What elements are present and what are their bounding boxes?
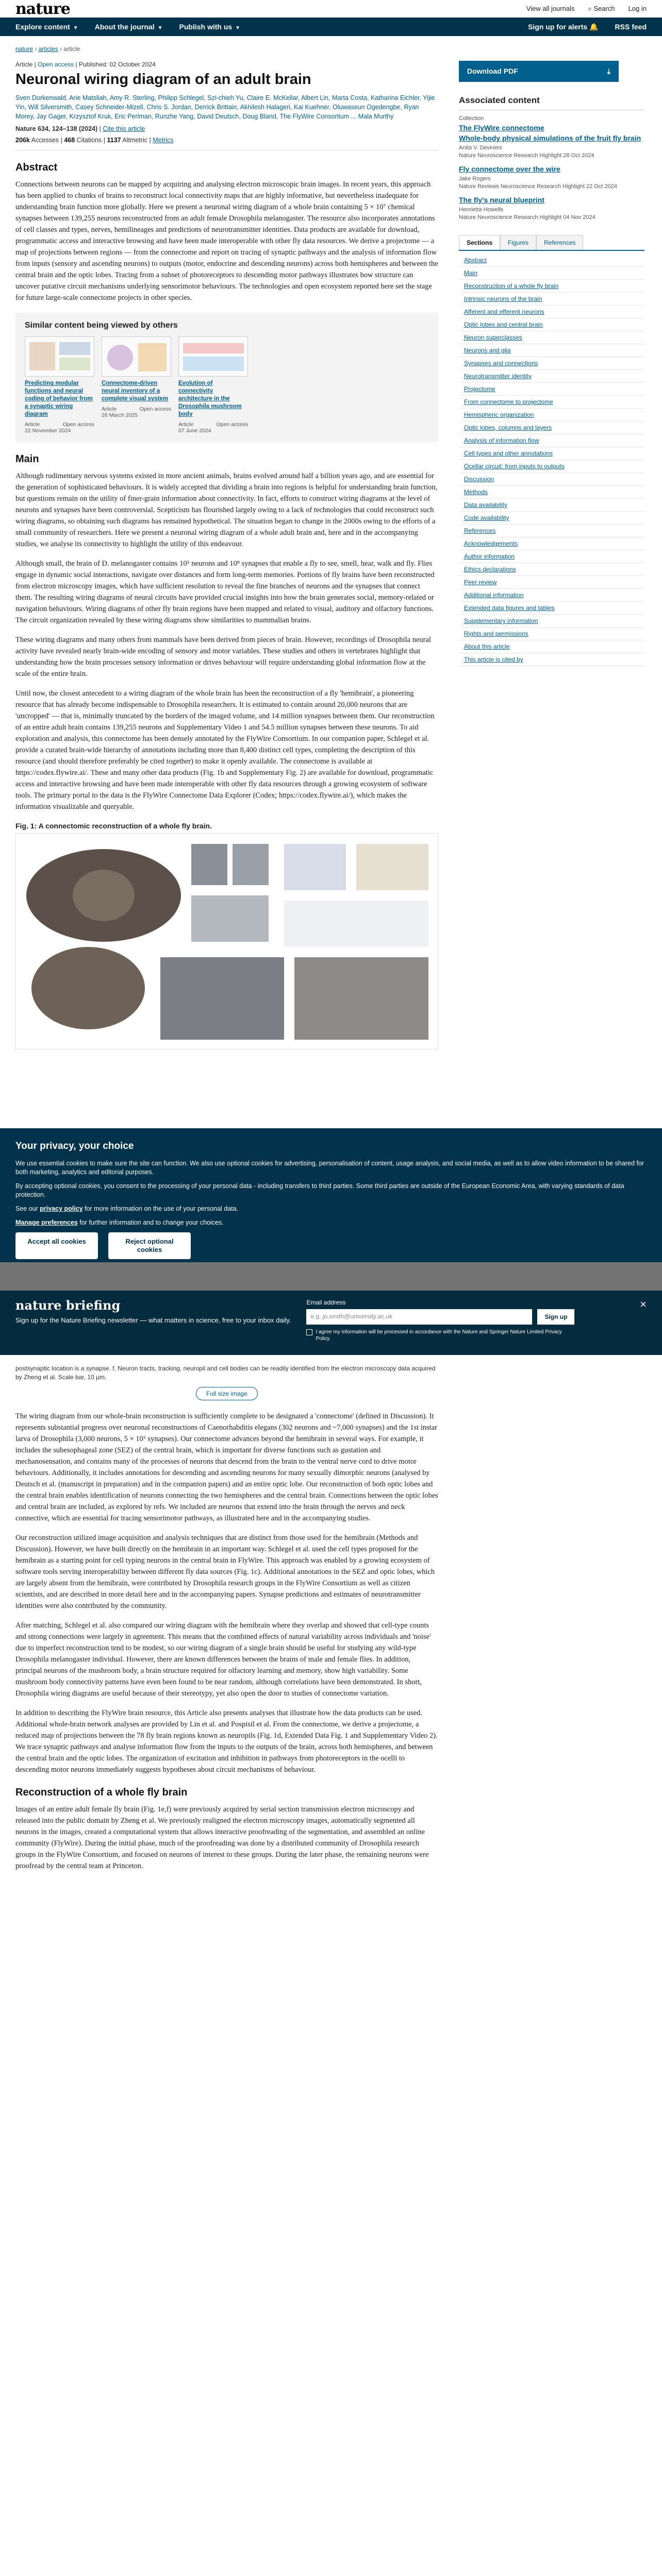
paragraph: Images of an entire adult female fly brain (Fig. 1e,f) were previously acquired by serial section transmission electron microscopy and released into the public domain by Zheng et al. We previously realigned the electron microscopy images, automatically segmented all neurons in the images, created a computational system that allows interactive proofreading of the segmentation, and assembled an online community (FlyWire). During the initial phase, much of the proofreading was done by a distributed community of Drosophila research groups in the FlyWire Consortium, and focused on neurons of interest to these groups. During the later phase, the remaining neurons were proofread by the central team at Princeton.	[15, 1805, 429, 1870]
similar-thumbnail	[178, 336, 248, 377]
toc-item[interactable]: References	[459, 524, 644, 537]
abstract-heading: Abstract	[15, 162, 58, 173]
explore-content-menu[interactable]: Explore content ▼	[15, 23, 78, 31]
accept-cookies-button[interactable]: Accept all cookies	[15, 1232, 98, 1259]
breadcrumb: nature › articles › article	[15, 45, 80, 53]
toc-item[interactable]: Rights and permissions	[459, 628, 644, 640]
collection-link[interactable]: The FlyWire connectome	[459, 124, 544, 132]
toc-item[interactable]: Code availability	[459, 512, 644, 524]
table-of-contents	[459, 254, 644, 666]
sidebar	[459, 58, 644, 1059]
paragraph: After matching, Schlegel et al. also compared our wiring diagram with the hemibrain where they overlap and showed that cell-type counts and strong connections were largely in agreement. This means that the combined effects of natural variability across individuals and 'noise' due to imperfect reconstruction tend to be modest, so our wiring diagram of a single brain should be useful for studying any wild-type Drosophila melanogaster individual. However, there are known differences between the brains of male and female flies. In addition, principal neurons of the mushroom body, a brain structure required for olfactory learning and memory, show high variability. Some mushroom body connectivity patterns have even been found to be near random, although correlations have been demonstrated. In short, Drosophila wiring diagrams are useful because of their stereotypy, yet also open the door to studies of connectome variation.	[15, 1621, 431, 1698]
toc-item[interactable]: Methods	[459, 486, 644, 499]
toc-item[interactable]: This article is cited by	[459, 653, 644, 666]
metrics-link[interactable]: Metrics	[153, 137, 174, 144]
reject-cookies-button[interactable]: Reject optional cookies	[108, 1232, 191, 1259]
email-input[interactable]: e.g. jo.smith@university.ac.uk	[306, 1309, 532, 1325]
cookie-heading: Your privacy, your choice	[15, 1141, 134, 1151]
toc-item[interactable]: Ethics declarations	[459, 563, 644, 576]
article-meta: Article | Open access | Published: 02 October 2024	[15, 61, 156, 68]
manage-preferences-link[interactable]: Manage preferences	[15, 1219, 78, 1226]
assoc-item-link[interactable]: Whole-body physical simulations of the fruit fly brain	[459, 134, 641, 142]
rss-link[interactable]: RSS feed	[615, 23, 647, 31]
similar-card[interactable]: Connectome-driven neural inventory of a complete visual system Article Open access 26 March 2025	[102, 336, 171, 434]
toc-item[interactable]: Discussion	[459, 473, 644, 486]
overlay-shade	[0, 1262, 662, 1291]
sidebar-tabs	[459, 235, 644, 251]
toc-item[interactable]: Hemispheric organization	[459, 409, 644, 421]
main-heading: Main	[15, 453, 39, 465]
briefing-logo: nature briefing	[15, 1298, 121, 1313]
download-icon: ⤓	[607, 67, 610, 75]
tab-sections[interactable]: Sections	[459, 235, 500, 250]
privacy-policy-link[interactable]: privacy policy	[40, 1205, 83, 1212]
associated-content: Associated content Collection The FlyWire connectome Whole-body physical simulations of the fruit fly brain Anita V. Devineni Nature Neuroscience Research Highlight 28 Oct 2024 Fly connectome over the wire Jake Rogers Nature Reviews Neuroscience Research Highlight 22 Oct 2024 The fly's neural blueprint Henrietta Howells Nature Neuroscience Research Highlight 04 Nov 2024	[459, 95, 644, 222]
cite-link[interactable]: Cite this article	[103, 125, 145, 132]
toc-item[interactable]: Peer review	[459, 576, 644, 589]
toc-item[interactable]: Neurotransmitter identity	[459, 370, 644, 383]
signup-alerts-link[interactable]: Sign up for alerts 🔔	[528, 22, 599, 31]
open-access-link[interactable]: Open access	[38, 61, 74, 68]
reconstruction-heading: Reconstruction of a whole fly brain	[15, 1787, 188, 1798]
toc-item[interactable]: Author information	[459, 550, 644, 563]
similar-card[interactable]: Predicting modular functions and neural coding of behavior from a synaptic wiring diagram Article Open access 22 November 2024	[25, 336, 94, 434]
consent-checkbox[interactable]	[306, 1329, 312, 1335]
search-icon: ⌕	[588, 5, 594, 12]
toc-item[interactable]: Ocellar circuit: from inputs to outputs	[459, 460, 644, 473]
figure-image[interactable]	[15, 833, 438, 1049]
top-bar	[0, 0, 662, 18]
toc-item[interactable]: Reconstruction of a whole fly brain	[459, 280, 644, 293]
download-pdf-button[interactable]: Download PDF ⤓	[459, 61, 619, 82]
similar-thumbnail	[25, 336, 94, 377]
similar-card[interactable]: Evolution of connectivity architecture in the Drosophila mushroom body Article Open access 07 June 2024	[178, 336, 248, 434]
tab-figures[interactable]: Figures	[500, 235, 536, 250]
similar-thumbnail	[102, 336, 171, 377]
main-nav	[0, 18, 662, 36]
abstract-text: Connections between neurons can be mapped by acquiring and analysing electron microscopic brain images. In recent years, this approach has been applied to chunks of brains to reconstruct local connectivity maps that are highly informative, but nevertheless inadequate for understanding brain function more globally. Here we present a neuronal wiring diagram of a whole brain containing 5 × 10⁷ chemical synapses between 139,255 neurons reconstructed from an adult female Drosophila melanogaster. The resource also incorporates annotations of cell classes and types, nerves, hemilineages and predictions of neurotransmitter identities. Data products are available for download, programmatic access and interactive browsing and have been made interoperable with other fly data resources. We derive a projectome — a map of projections between regions — from the connectome and report on tracing of synaptic pathways and the analysis of information flow from inputs (sensory and ascending neurons) to outputs (motor, endocrine and descending neurons) across both hemispheres and between the central brain and the optic lobes. Tracing from a subset of photoreceptors to descending motor pathways illustrates how structure can uncover putative circuit mechanisms underlying sensorimotor behaviours. The technologies and open ecosystem reported here set the stage for future large-scale connectome projects in other species.	[15, 180, 438, 302]
tab-references[interactable]: References	[536, 235, 583, 250]
assoc-item-link[interactable]: The fly's neural blueprint	[459, 196, 544, 204]
briefing-signup-button[interactable]: Sign up	[537, 1309, 574, 1325]
toc-item[interactable]: Supplementary information	[459, 615, 644, 628]
about-journal-menu[interactable]: About the journal ▼	[94, 23, 163, 31]
breadcrumb-home[interactable]: nature	[15, 45, 34, 53]
toc-item[interactable]: Synapses and connections	[459, 357, 644, 370]
breadcrumb-current: article	[63, 45, 80, 53]
paragraph: These wiring diagrams and many others from mammals have been derived from pieces of brain. However, recordings of Drosophila neural activity have revealed nearly brain-wide encoding of sensory and motor variables. These studies and others in vertebrates highlight that understanding how the brain processes sensory information or drives behaviour will require understanding global information flow at the scale of the entire brain.	[15, 636, 431, 678]
search-link[interactable]: ⌕ Search	[588, 5, 615, 12]
chevron-down-icon: ▼	[157, 25, 163, 31]
journal-citation: Nature 634, 124–138 (2024) | Cite this article	[15, 125, 145, 132]
similar-heading: Similar content being viewed by others	[25, 321, 178, 330]
toc-item[interactable]: Optic lobes, columns and layers	[459, 421, 644, 434]
toc-item[interactable]: Intrinsic neurons of the brain	[459, 293, 644, 306]
article-continued	[15, 1360, 438, 1880]
toc-item[interactable]: Optic lobes and central brain	[459, 318, 644, 331]
toc-item[interactable]: Projectome	[459, 383, 644, 396]
article-main	[15, 58, 438, 1059]
toc-item[interactable]: From connectome to projectome	[459, 396, 644, 409]
article-title: Neuronal wiring diagram of an adult brain	[15, 71, 311, 88]
publish-menu[interactable]: Publish with us ▼	[179, 23, 241, 31]
full-size-image-button[interactable]: Full size image	[196, 1387, 258, 1400]
view-all-journals-link[interactable]: View all journals	[526, 5, 575, 12]
figure-title: Fig. 1: A connectomic reconstruction of a whole fly brain.	[15, 822, 212, 830]
toc-item[interactable]: Afferent and efferent neurons	[459, 306, 644, 318]
paragraph: Our reconstruction utilized image acquisition and analysis techniques that are distinct from those used for the hemibrain (Methods and Discussion). However, we have built directly on the hemibrain in an important way. Schlegel et al. used the cell types proposed for the hemibrain as a starting point for cell typing neurons in the central brain in FlyWire. This approach was enabled by a growing ecosystem of software tools serving interoperability between different fly data sources (Fig. 1c). Additional annotations in the SEZ and optic lobes, which are largely absent from the hemibrain, were contributed by Drosophila research groups in the FlyWire Consortium as well as citizen scientists, and are described in more detail here and in the accompanying papers. Synapse predictions and estimates of neurotransmitter identities were also contributed by the community.	[15, 1534, 435, 1610]
breadcrumb-articles[interactable]: articles	[38, 45, 58, 53]
chevron-down-icon: ▼	[73, 25, 78, 31]
toc-item[interactable]: Neurons and glia	[459, 344, 644, 357]
toc-item[interactable]: About this article	[459, 640, 644, 653]
close-icon[interactable]: ×	[640, 1298, 647, 1311]
toc-item[interactable]: Analysis of information flow	[459, 434, 644, 447]
briefing-banner: nature briefing Sign up for the Nature Briefing newsletter — what matters in science, free to your inbox daily. Email address e.g. jo.smith@university.ac.uk Sign up I agree my information will be processed in accordance with the Nature and Springer Nature Limited Privacy Policy. ×	[0, 1291, 662, 1355]
paragraph: Until now, the closest antecedent to a wiring diagram of the whole brain has been the reconstruction of a fly 'hemibrain', a pioneering resource that has already become indispensable to Drosophila researchers. It is estimated to contain around 20,000 neurons that are 'uncropped' — that is, minimally truncated by the borders of the imaged volume, and 14 million synapses between them. Our reconstruction of an entire adult brain contains 139,255 neurons and Supplementary Video 1 and 54.5 million synapses between these neurons. To aid exploration and analysis, this connectome has been densely annotated by the FlyWire Consortium. In our companion paper, Schlegel et al. provide a curated brain-wide hierarchy of annotations including more than 8,400 distinct cell types, completing the description of this resource (and should therefore preferably be cited together) to make it openly available. The connectome is available at https://codex.flywire.ai/. These and many other data products (Fig. 1b and Supplementary Fig. 2) are available for download, programmatic access and interactive browsing and have been made interoperable with other fly data resources through a growing ecosystem of software tools. The primary portal to the data is the FlyWire Connectome Data Explorer (Codex; https://codex.flywire.ai/), which makes the information visualizable and queryable.	[15, 689, 435, 811]
nature-logo[interactable]: nature	[15, 0, 70, 18]
login-link[interactable]: Log in	[628, 5, 647, 12]
bell-icon: 🔔	[589, 22, 599, 31]
toc-item[interactable]: Abstract	[459, 254, 644, 267]
article-metrics: 206k Accesses | 468 Citations | 1137 Altmetric | Metrics	[15, 137, 438, 150]
assoc-item-link[interactable]: Fly connectome over the wire	[459, 165, 560, 173]
figure-1	[15, 822, 438, 1049]
toc-item[interactable]: Acknowledgements	[459, 537, 644, 550]
toc-item[interactable]: Extended data figures and tables	[459, 602, 644, 615]
similar-content	[15, 313, 438, 442]
paragraph: Although rudimentary nervous systems existed in more ancient animals, brains evolved around half a billion years ago, and are essential for the generation of sophisticated behaviours. It is widely accepted that dividing a brain into regions is helpful for understanding brain function, but questions remain on the utility of finer-grain information about connectivity. In fact, efforts to construct wiring diagrams at the level of neurons and synapses have been controversial. Scepticism has flourished largely owing to a lack of technologies that could reconstruct such wiring diagrams, so obtaining such diagrams has remained hypothetical. The situation began to change in the 2000s owing to the efforts of a small community of researchers. Here we present a neuronal wiring diagram of a whole adult brain and, here and in the accompanying studies, we analyse its connectivity to highlight the utility of this endeavour.	[15, 472, 438, 548]
paragraph: Although small, the brain of D. melanogaster contains 10⁵ neurons and 10⁸ synapses that enable a fly to see, smell, hear, walk and fly. Flies engage in dynamic social interactions, navigate over distances and form long-term memories. Portions of fly brains have been reconstructed from electron microscopy images, which have sufficient resolution to reveal the fine branches of neurons and the synapses that connect them. The resulting wiring diagrams of neural circuits have provided crucial insights into how the brain generates social, memory-related or navigation behaviours. Wiring diagrams of other fly brain regions have been mapped and related to visual, auditory and olfactory functions. The circuit organization revealed by these wiring diagrams show similarities to mammalian brains.	[15, 560, 435, 624]
email-label: Email address	[306, 1299, 346, 1306]
paragraph: In addition to describing the FlyWire brain resource, this Article also presents analyses that illustrate how the data products can be used. Additional whole-brain network analyses are provided by Lin et al. and Pospisil et al. From the connectome, we derive a projectome, a reduced map of projections between the 78 fly brain regions known as neuropils (Fig. 1d, Extended Data Fig. 1 and Supplementary Video 2). We trace synaptic pathways and analyse information flow from the inputs to the outputs of the brain, across both hemispheres, and between the central brain and the optic lobes. The organization of excitation and inhibition in pathways from photoreceptors in the ocelli to descending motor neurons immediately suggests hypotheses about circuit mechanisms of behaviour.	[15, 1709, 438, 1774]
toc-item[interactable]: Neuron superclasses	[459, 331, 644, 344]
figure-caption: postsynaptic location is a synapse. f, Neuron tracts, tracking, neuropil and cell bodies can be readily identified from the electron microscopy data acquired by Zheng et al. Scale bar, 10 μm.	[15, 1365, 436, 1381]
chevron-down-icon: ▼	[235, 25, 241, 31]
toc-item[interactable]: Main	[459, 267, 644, 280]
toc-item[interactable]: Cell types and other annotations	[459, 447, 644, 460]
cookie-banner: Your privacy, your choice We use essential cookies to make sure the site can function. We also use optional cookies for advertising, personalisation of content, usage analysis, and social media, as well as to allow video information to be shared for both marketing, analytics and editorial purposes. By accepting optional cookies, you consent to the processing of your personal data - including transfers to third parties. Some third parties are outside of the European Economic Area, with varying standards of data protection. See our privacy policy for more information on the use of your personal data. Manage preferences for further information and to change your choices. Accept all cookies Reject optional cookies	[0, 1128, 662, 1262]
author-list[interactable]: Sven Dorkenwald, Arie Matsliah, Amy R. Sterling, Philipp Schlegel, Szi-chieh Yu, Claire E. McKellar, Albert Lin, Marta Costa, Katharina Eichler, Yijie Yin, Will Silversmith, Casey Schneider-Mizell, Chris S. Jordan, Derrick Brittain, Akhilesh Halageri, Kai Kuehner, Oluwaseun Ogedengbe, Ryan Morey, Jay Gager, Krzysztof Kruk, Eric Perlman, Runzhe Yang, David Deutsch, Doug Bland, The FlyWire Consortium ... Mala Murthy	[15, 94, 435, 120]
paragraph: The wiring diagram from our whole-brain reconstruction is sufficiently complete to be designated a 'connectome' (defined in Discussion). It represents substantial progress over neuronal reconstructions of Caenorhabditis elegans (302 neurons and ~7,000 synapses) and the 1st instar larva of Drosophila (3,000 neurons, 5 × 10⁵ synapses). Our connectome advances beyond the hemibrain in several ways. For example, it includes the subesophageal zone (SEZ) of the central brain, which is important for diverse functions such as gustation and mechanosensation, and contains many of the processes of neurons that descend from the brain to the ventral nerve cord to drive motor behaviours. Additionally, it includes annotations for descending and ascending neurons for many sexually dimorphic neurons (analysed by Deutsch et al. (manuscript in preparation) and in the companion papers) and an entire optic lobe. Our reconstruction of both optic lobes and the central brain enables identification of neurons connecting the two hemispheres and the central brain. Connections between the optic lobes and central brain are included, as explored by refs. We included are neurons that extend into the brain through the nerves and neck connective, which are essential for tracing sensorimotor pathways, as illustrated here and in the accompanying studies.	[15, 1412, 438, 1522]
toc-item[interactable]: Additional information	[459, 589, 644, 602]
toc-item[interactable]: Data availability	[459, 499, 644, 512]
